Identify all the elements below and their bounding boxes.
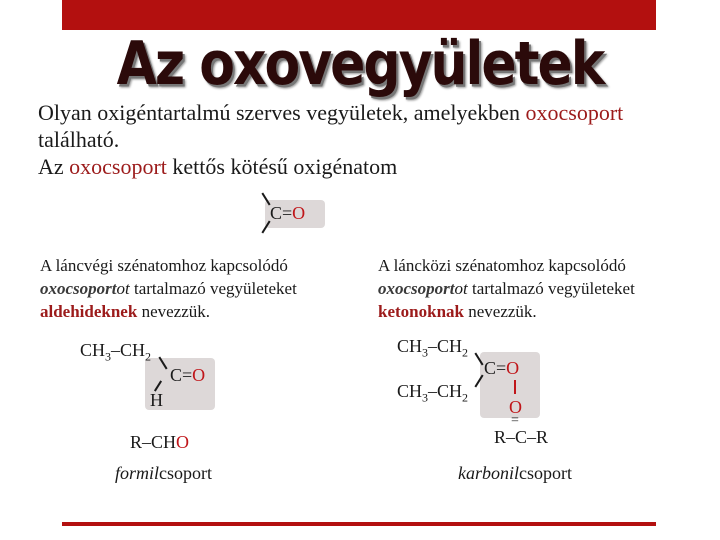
ketone-vertical-bond <box>514 380 516 394</box>
ch2-group: CH <box>120 340 146 360</box>
aldehyde-ch3-ch2 <box>80 340 151 365</box>
double-bond: = <box>282 203 293 223</box>
ketone-name: ketonoknak <box>378 302 464 321</box>
ketone-bottom-chain <box>397 381 468 406</box>
double-bond: = <box>496 358 507 378</box>
single-bond: – <box>111 340 121 360</box>
intro-text-part: kettős kötésű oxigénatom <box>166 154 398 179</box>
oxygen-symbol: O <box>506 358 520 378</box>
aldehyde-desc-line-1: A láncvégi szénatomhoz kapcsolódó <box>40 256 288 275</box>
single-bond: – <box>428 336 438 356</box>
intro-text-part: Olyan oxigéntartalmú szerves vegyületek, amelyekben <box>38 100 526 125</box>
double-bond: = <box>182 365 193 385</box>
carbonyl-caption <box>458 463 572 484</box>
carbon-symbol: C <box>484 358 497 378</box>
intro-text <box>38 99 698 180</box>
aldehyde-term: oxocsoport <box>40 279 117 298</box>
oxygen-symbol: O <box>192 365 206 385</box>
aldehyde-desc-line-3 <box>40 300 360 323</box>
ketone-desc-line-3 <box>378 300 698 323</box>
intro-oxocsoport-1: oxocsoport <box>525 100 624 125</box>
ketone-description <box>378 254 698 323</box>
subscript: 2 <box>145 349 152 364</box>
intro-oxocsoport-2: oxocsoport <box>69 154 167 179</box>
subscript: 2 <box>462 390 469 405</box>
ch2-group: CH <box>437 336 463 356</box>
center-carbonyl-group <box>270 203 305 224</box>
ketone-desc-text: nevezzük. <box>463 302 537 321</box>
ch3-group: CH <box>397 381 423 401</box>
aldehyde-description <box>40 254 360 323</box>
single-bond: – <box>428 381 438 401</box>
ketone-desc-line-1: A láncközi szénatomhoz kapcsolódó <box>378 256 626 275</box>
intro-line-3 <box>38 153 698 180</box>
r-ch-group: R–CH <box>130 432 177 452</box>
caption-italic: karbonil <box>458 463 519 483</box>
ketone-top-chain <box>397 336 468 361</box>
ketone-vertical-oxygen: O <box>509 397 522 417</box>
oxygen-symbol: O <box>176 432 190 452</box>
ch3-group: CH <box>397 336 423 356</box>
caption-text: csoport <box>519 463 572 483</box>
formyl-caption <box>115 463 212 484</box>
oxygen-symbol: O <box>292 203 306 223</box>
aldehyde-desc-line-2 <box>40 277 360 300</box>
aldehyde-hydrogen: H <box>150 390 163 410</box>
ketone-desc-line-2 <box>378 277 698 300</box>
aldehyde-desc-text: nevezzük. <box>137 302 210 321</box>
aldehyde-carbonyl <box>170 365 205 386</box>
carbon-symbol: C <box>270 203 283 223</box>
ketone-suffix: ot <box>454 279 468 298</box>
caption-italic: formil <box>115 463 160 483</box>
ketone-general-formula: R–C–R <box>494 427 549 447</box>
top-accent-bar <box>62 0 656 30</box>
intro-text-part: Az <box>38 154 70 179</box>
subscript: 3 <box>422 390 429 405</box>
aldehyde-suffix: ot <box>116 279 130 298</box>
ketone-carbonyl <box>484 358 519 379</box>
subscript: 3 <box>105 349 112 364</box>
ch3-group: CH <box>80 340 106 360</box>
slide-title: Az oxovegyületek <box>116 30 604 99</box>
intro-line-2: található. <box>38 127 120 152</box>
ketone-term: oxocsoport <box>378 279 455 298</box>
caption-text: csoport <box>159 463 213 483</box>
ketone-vertical-double-bond: = <box>511 413 519 428</box>
aldehyde-desc-text: tartalmazó vegyületeket <box>129 279 297 298</box>
aldehyde-general-formula <box>130 432 189 453</box>
intro-line-1 <box>38 99 698 126</box>
ch2-group: CH <box>437 381 463 401</box>
subscript: 3 <box>422 345 429 360</box>
aldehyde-name: aldehideknek <box>40 302 138 321</box>
carbon-symbol: C <box>170 365 183 385</box>
bottom-accent-bar <box>62 522 656 526</box>
subscript: 2 <box>462 345 469 360</box>
ketone-desc-text: tartalmazó vegyületeket <box>467 279 635 298</box>
